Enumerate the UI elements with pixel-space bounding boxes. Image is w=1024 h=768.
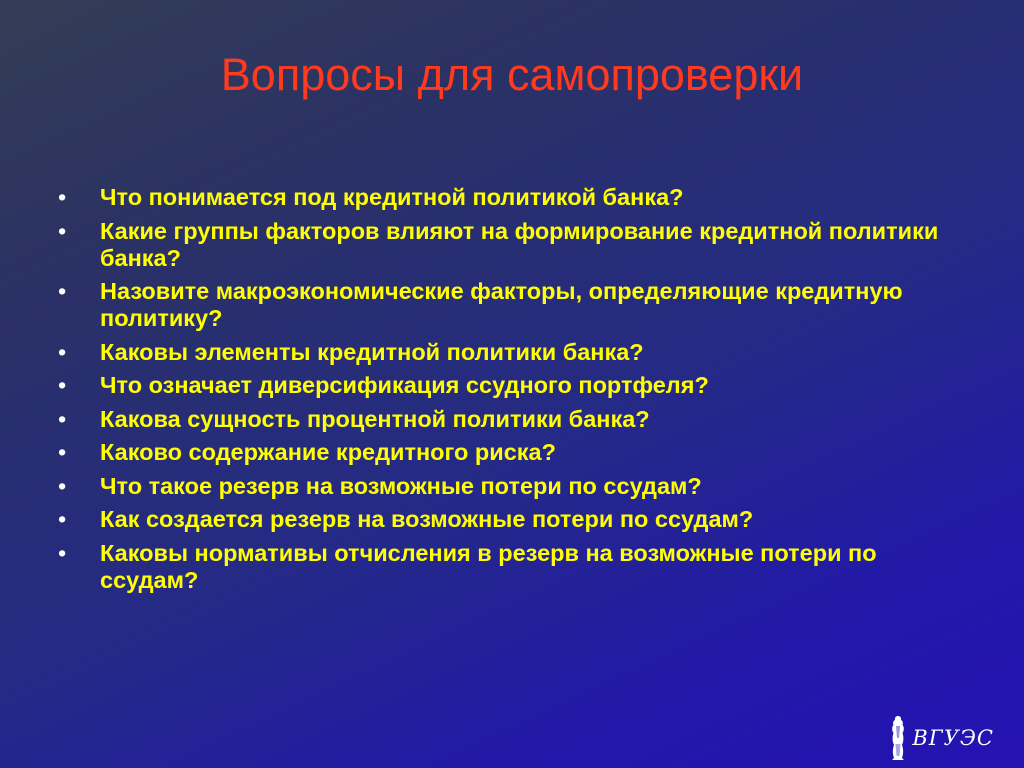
question-text: Что понимается под кредитной политикой банка? bbox=[100, 184, 684, 210]
bullet-icon: • bbox=[58, 278, 67, 304]
bullet-icon: • bbox=[58, 472, 67, 499]
list-item bbox=[58, 372, 958, 399]
list-item bbox=[58, 218, 958, 272]
bullet-icon: • bbox=[58, 405, 67, 432]
logo-text: ВГУЭС bbox=[912, 726, 994, 750]
bullet-icon: • bbox=[58, 439, 67, 465]
question-text: Каковы нормативы отчисления в резерв на возможные потери по ссудам? bbox=[100, 539, 877, 593]
list-item bbox=[58, 473, 958, 500]
list-item bbox=[58, 439, 958, 466]
question-text: Какие группы факторов влияют на формирование кредитной политики банка? bbox=[100, 217, 939, 271]
bullet-icon: • bbox=[58, 217, 67, 244]
question-text: Что означает диверсификация ссудного портфеля? bbox=[100, 372, 709, 398]
bullet-icon: • bbox=[58, 338, 67, 365]
question-text: Назовите макроэкономические факторы, определяющие кредитную политику? bbox=[100, 278, 903, 331]
bullet-icon: • bbox=[58, 539, 67, 566]
bullet-icon: • bbox=[58, 184, 67, 210]
question-text: Что такое резерв на возможные потери по ссудам? bbox=[100, 472, 702, 499]
question-text: Как создается резерв на возможные потери по ссудам? bbox=[100, 506, 754, 532]
list-item bbox=[58, 406, 958, 433]
question-list bbox=[58, 184, 958, 600]
list-item bbox=[58, 506, 958, 533]
question-text: Каково содержание кредитного риска? bbox=[100, 439, 556, 465]
bullet-icon: • bbox=[58, 506, 67, 532]
slide-title: Вопросы для самопроверки bbox=[220, 49, 804, 100]
list-item bbox=[58, 339, 958, 366]
statue-figure-icon bbox=[888, 714, 908, 762]
list-item bbox=[58, 278, 958, 332]
question-text: Каковы элементы кредитной политики банка? bbox=[100, 338, 644, 365]
university-logo bbox=[888, 714, 994, 762]
bullet-icon: • bbox=[58, 372, 67, 398]
question-text: Какова сущность процентной политики банка? bbox=[100, 405, 650, 432]
list-item bbox=[58, 540, 958, 594]
list-item bbox=[58, 184, 958, 211]
